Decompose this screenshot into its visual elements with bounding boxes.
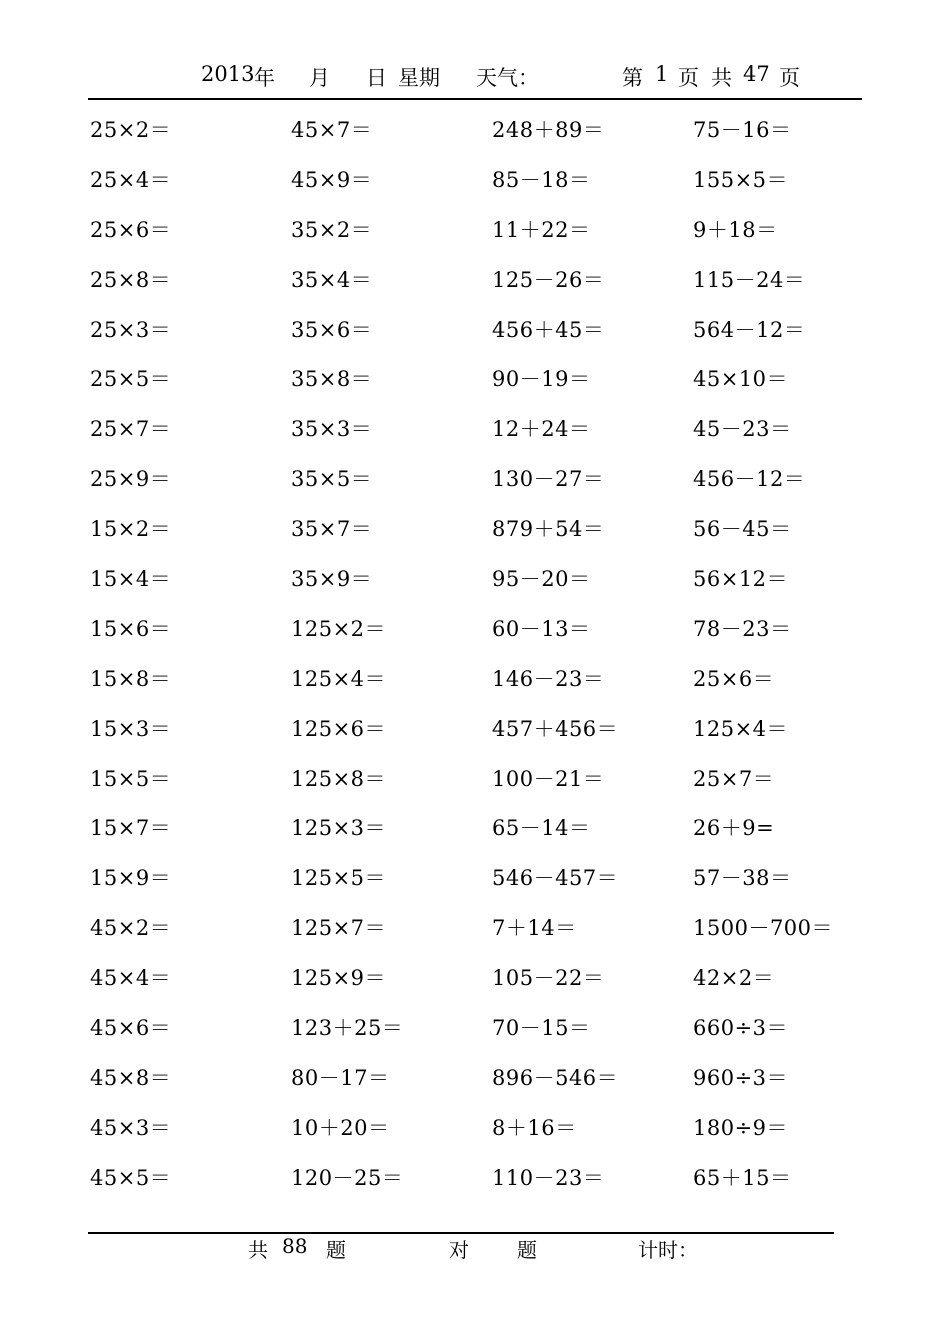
arithmetic-problem: 15×3＝ [90, 716, 172, 741]
problem-row [90, 264, 850, 314]
arithmetic-problem: 125×4＝ [291, 666, 387, 691]
arithmetic-problem: 25×9＝ [90, 467, 172, 492]
problem-row [90, 1062, 850, 1112]
problem-row [90, 513, 850, 563]
problem-row [90, 114, 850, 164]
problem-row [90, 563, 850, 613]
arithmetic-problem: 25×6＝ [90, 217, 172, 242]
arithmetic-problem: 8＋16＝ [492, 1115, 577, 1140]
arithmetic-problem: 25×3＝ [90, 317, 172, 342]
problem-row [90, 663, 850, 713]
arithmetic-problem: 457＋456＝ [492, 716, 619, 741]
arithmetic-problem: 35×9＝ [291, 567, 373, 592]
header-weekday: 星期 [398, 66, 440, 90]
arithmetic-problem: 125×9＝ [291, 966, 387, 991]
worksheet-footer [0, 1234, 950, 1268]
arithmetic-problem: 125×4＝ [693, 716, 789, 741]
arithmetic-problem: 125×5＝ [291, 866, 387, 891]
footer-total-suffix: 题 [326, 1238, 346, 1262]
arithmetic-problem: 85－18＝ [492, 167, 591, 192]
problem-row [90, 214, 850, 264]
arithmetic-problem: 25×4＝ [90, 167, 172, 192]
arithmetic-problem: 35×2＝ [291, 217, 373, 242]
header-total-pages: 47 [743, 62, 770, 86]
arithmetic-problem: 896－546＝ [492, 1065, 619, 1090]
problem-row [90, 862, 850, 912]
problem-row [90, 1162, 850, 1212]
arithmetic-problem: 115－24＝ [693, 267, 806, 292]
arithmetic-problem: 146－23＝ [492, 666, 605, 691]
arithmetic-problem: 10＋20＝ [291, 1115, 390, 1140]
arithmetic-problem: 75－16＝ [693, 118, 792, 142]
arithmetic-problem: 15×7＝ [90, 816, 172, 841]
arithmetic-problem: 56－45＝ [693, 517, 792, 542]
arithmetic-problem: 45－23＝ [693, 417, 792, 442]
arithmetic-problem: 125×2＝ [291, 616, 387, 641]
problem-row [90, 463, 850, 513]
arithmetic-problem: 45×4＝ [90, 966, 172, 991]
arithmetic-problem: 15×8＝ [90, 666, 172, 691]
arithmetic-problem: 45×3＝ [90, 1115, 172, 1140]
arithmetic-problem: 130－27＝ [492, 467, 605, 492]
arithmetic-problem: 35×7＝ [291, 517, 373, 542]
arithmetic-problem: 90－19＝ [492, 367, 591, 392]
arithmetic-problem: 45×7＝ [291, 118, 373, 142]
arithmetic-problem: 42×2＝ [693, 966, 775, 991]
header-year: 2013 [201, 62, 255, 86]
arithmetic-problem: 125－26＝ [492, 267, 605, 292]
footer-correct-prefix: 对 [449, 1238, 469, 1262]
arithmetic-problem: 248＋89＝ [492, 118, 605, 142]
problem-row [90, 962, 850, 1012]
arithmetic-problem: 125×6＝ [291, 716, 387, 741]
arithmetic-problem: 35×8＝ [291, 367, 373, 392]
footer-timer-label: 计时： [638, 1238, 698, 1262]
arithmetic-problem: 105－22＝ [492, 966, 605, 991]
footer-correct-suffix: 题 [517, 1238, 537, 1262]
arithmetic-problem: 960÷3＝ [693, 1065, 789, 1090]
arithmetic-problem: 45×6＝ [90, 1016, 172, 1041]
arithmetic-problem: 25×6＝ [693, 666, 775, 691]
arithmetic-problem: 15×2＝ [90, 517, 172, 542]
arithmetic-problem: 25×5＝ [90, 367, 172, 392]
header-year-unit: 年 [254, 66, 275, 90]
arithmetic-problem: 65－14＝ [492, 816, 591, 841]
arithmetic-problem: 70－15＝ [492, 1016, 591, 1041]
arithmetic-problem: 25×2＝ [90, 118, 172, 142]
arithmetic-problem: 45×5＝ [90, 1165, 172, 1190]
problem-row [90, 314, 850, 364]
problem-row [90, 1112, 850, 1162]
arithmetic-problem: 15×6＝ [90, 616, 172, 641]
arithmetic-problem: 15×5＝ [90, 766, 172, 791]
worksheet-header [0, 62, 950, 96]
arithmetic-problem: 35×5＝ [291, 467, 373, 492]
problem-row [90, 713, 850, 763]
arithmetic-problem: 125×7＝ [291, 916, 387, 941]
header-total-prefix: 共 [711, 66, 732, 90]
arithmetic-problem: 456－12＝ [693, 467, 806, 492]
arithmetic-problem: 57－38＝ [693, 866, 792, 891]
arithmetic-problem: 26＋9= [693, 816, 775, 841]
header-total-suffix: 页 [779, 66, 800, 90]
arithmetic-problem: 60－13＝ [492, 616, 591, 641]
problem-row [90, 812, 850, 862]
arithmetic-problem: 45×2＝ [90, 916, 172, 941]
arithmetic-problem: 35×6＝ [291, 317, 373, 342]
arithmetic-problem: 456＋45＝ [492, 317, 605, 342]
arithmetic-problem: 15×9＝ [90, 866, 172, 891]
header-page-number: 1 [655, 62, 669, 86]
header-day: 日 [366, 66, 387, 90]
arithmetic-problem: 65＋15＝ [693, 1165, 792, 1190]
arithmetic-problem: 120－25＝ [291, 1165, 404, 1190]
arithmetic-problem: 25×8＝ [90, 267, 172, 292]
arithmetic-problem: 35×4＝ [291, 267, 373, 292]
header-divider [88, 98, 862, 100]
arithmetic-problem: 7＋14＝ [492, 916, 577, 941]
header-month: 月 [309, 66, 330, 90]
problem-row [90, 613, 850, 663]
arithmetic-problem: 12＋24＝ [492, 417, 591, 442]
arithmetic-problem: 80－17＝ [291, 1065, 390, 1090]
arithmetic-problem: 78－23＝ [693, 616, 792, 641]
arithmetic-problem: 155×5＝ [693, 167, 789, 192]
arithmetic-problem: 9＋18＝ [693, 217, 778, 242]
arithmetic-problem: 180÷9＝ [693, 1115, 789, 1140]
arithmetic-problem: 100－21＝ [492, 766, 605, 791]
arithmetic-problem: 45×8＝ [90, 1065, 172, 1090]
arithmetic-problem: 110－23＝ [492, 1165, 605, 1190]
arithmetic-problem: 660÷3＝ [693, 1016, 789, 1041]
header-page-prefix: 第 [622, 66, 643, 90]
header-weather: 天气： [476, 66, 539, 90]
problem-row [90, 363, 850, 413]
header-page-suffix: 页 [678, 66, 699, 90]
arithmetic-problem: 45×9＝ [291, 167, 373, 192]
arithmetic-problem: 15×4＝ [90, 567, 172, 592]
problem-row [90, 912, 850, 962]
arithmetic-problem: 125×3＝ [291, 816, 387, 841]
arithmetic-problem: 56×12＝ [693, 567, 789, 592]
arithmetic-problem: 546－457＝ [492, 866, 619, 891]
arithmetic-problem: 25×7＝ [693, 766, 775, 791]
arithmetic-problem: 564－12＝ [693, 317, 806, 342]
arithmetic-problem: 1500－700＝ [693, 916, 834, 941]
problem-row [90, 164, 850, 214]
arithmetic-problem: 879＋54＝ [492, 517, 605, 542]
problem-row [90, 763, 850, 813]
problem-grid [90, 114, 850, 1212]
arithmetic-problem: 125×8＝ [291, 766, 387, 791]
footer-total-count: 88 [282, 1234, 308, 1258]
arithmetic-problem: 35×3＝ [291, 417, 373, 442]
problem-row [90, 1012, 850, 1062]
arithmetic-problem: 45×10＝ [693, 367, 789, 392]
arithmetic-problem: 25×7＝ [90, 417, 172, 442]
footer-total-prefix: 共 [248, 1238, 268, 1262]
arithmetic-problem: 11＋22＝ [492, 217, 591, 242]
problem-row [90, 413, 850, 463]
arithmetic-problem: 95－20＝ [492, 567, 591, 592]
arithmetic-problem: 123＋25＝ [291, 1016, 404, 1041]
